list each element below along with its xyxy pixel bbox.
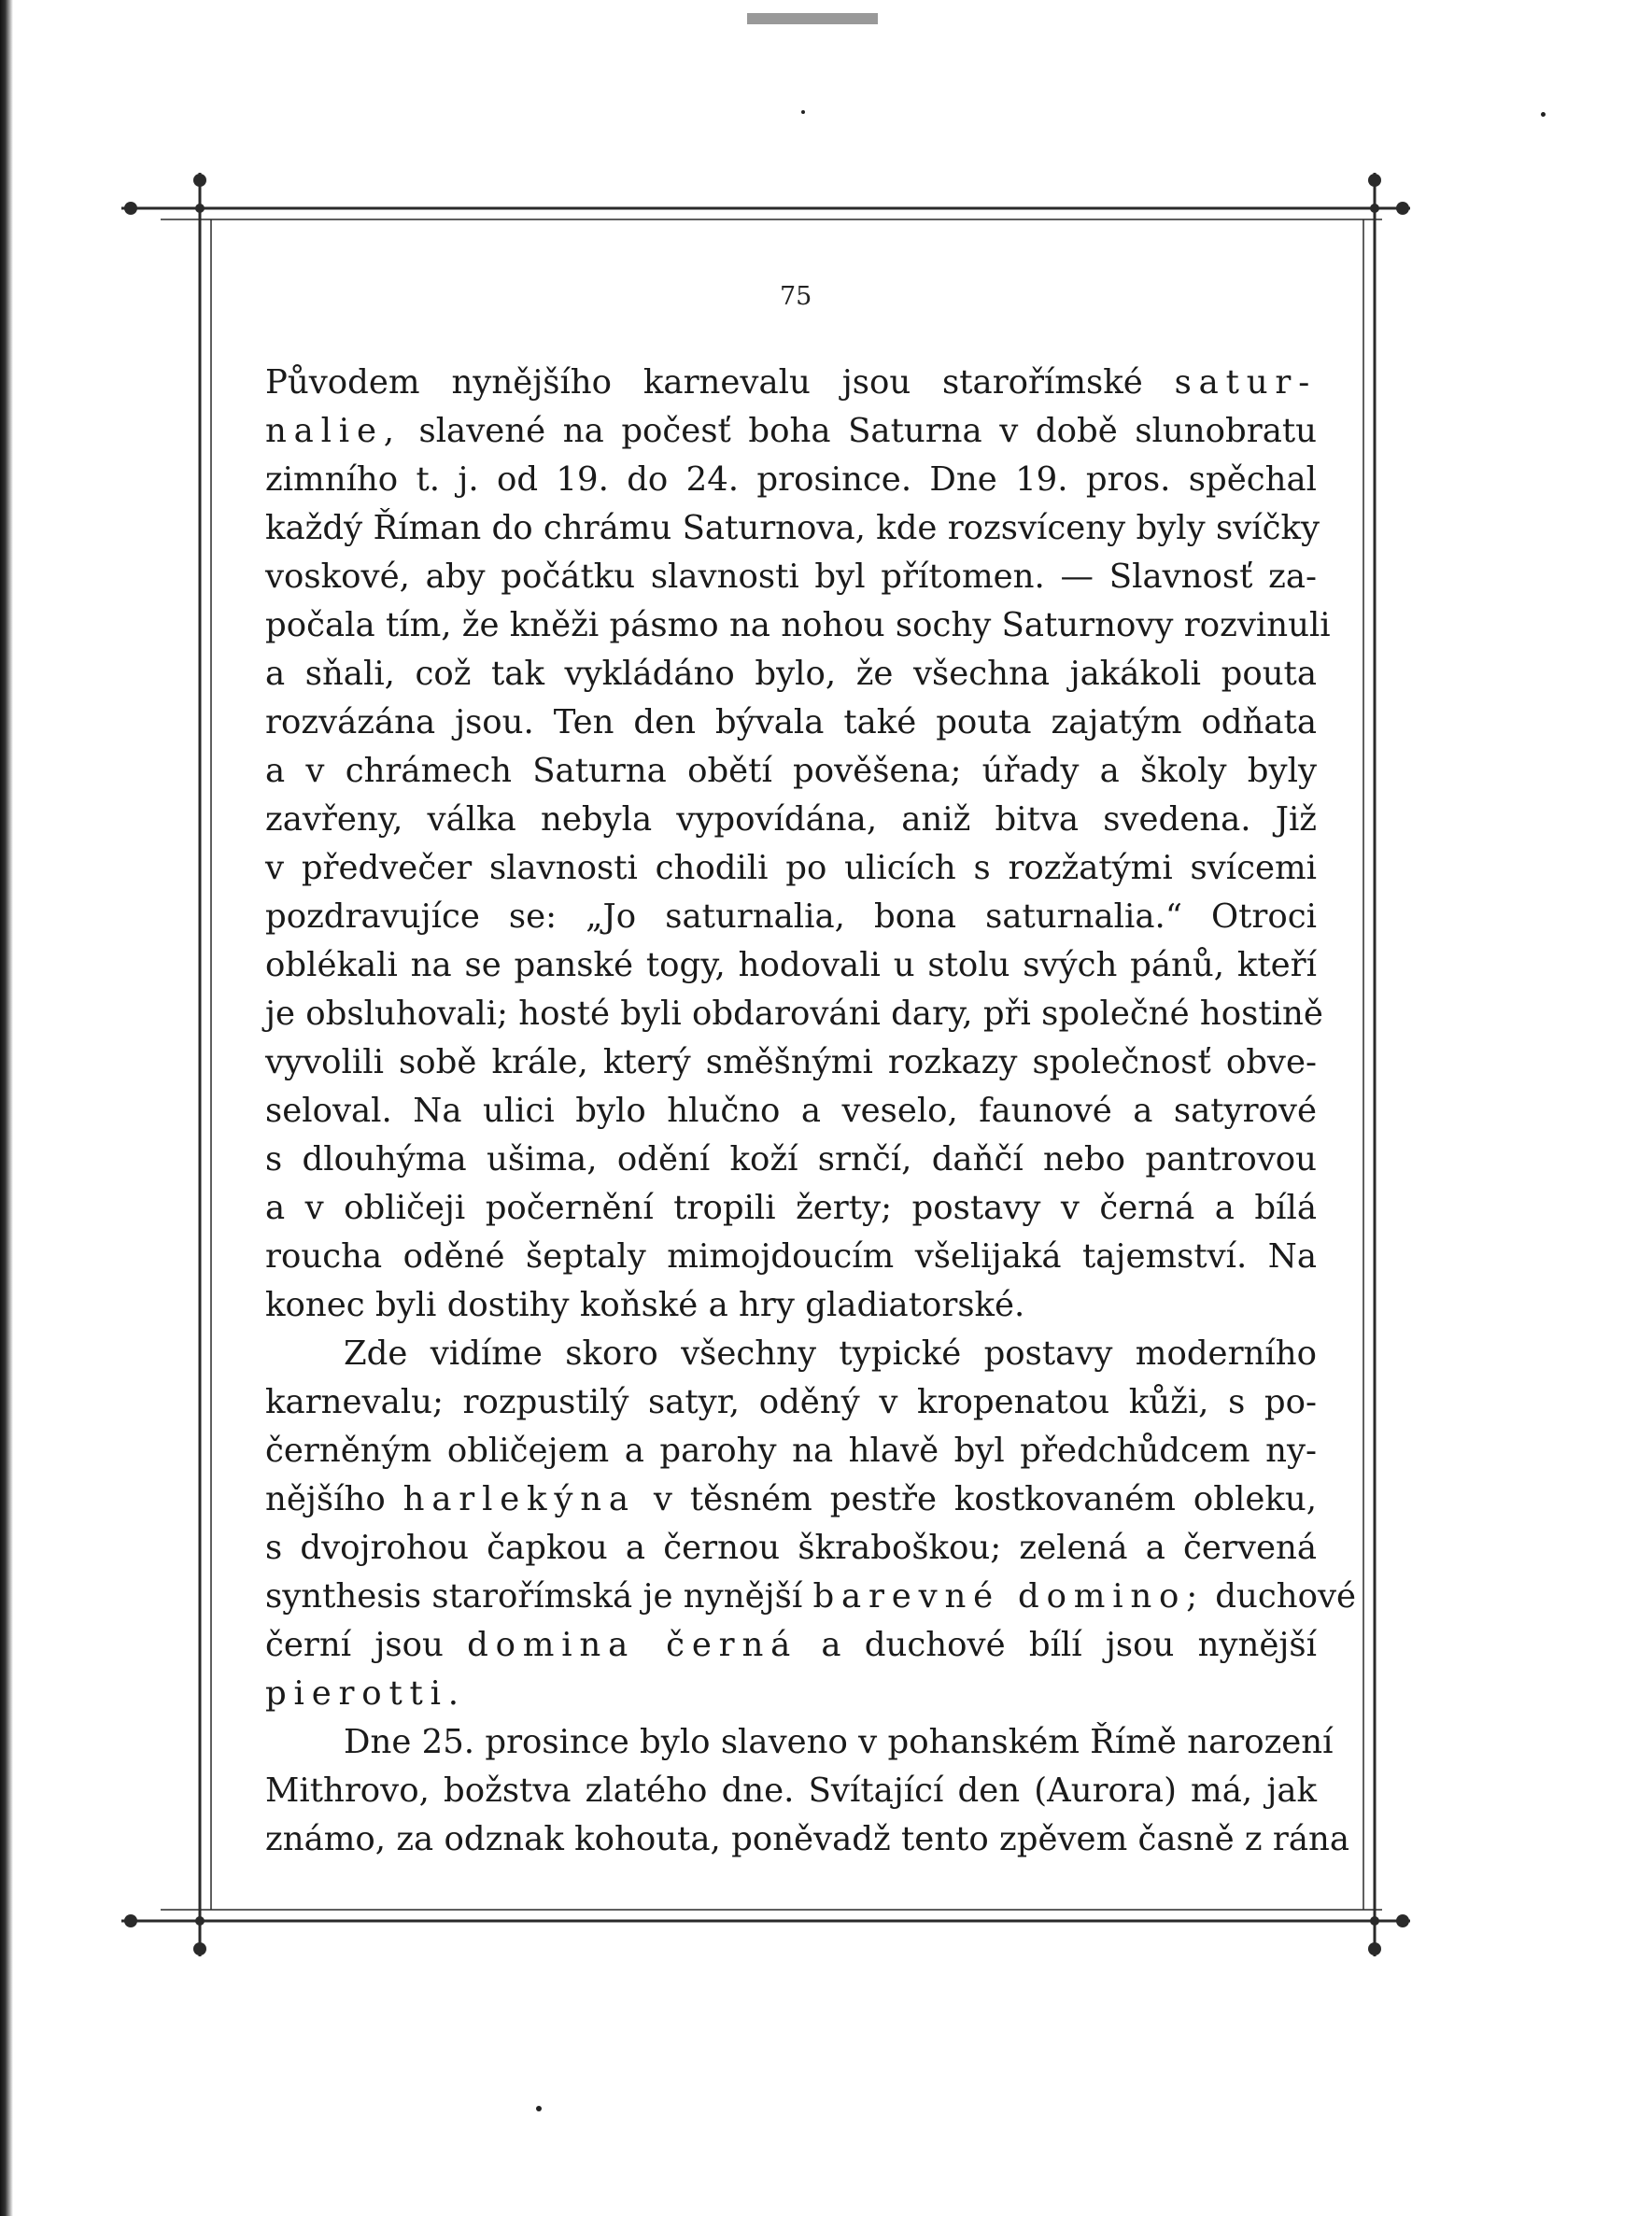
text-segment: vyvolili sobě krále, který směšnými rozkazy společnosť obve- — [265, 1043, 1317, 1081]
text-line — [265, 941, 1317, 990]
text-line — [265, 990, 1323, 1038]
text-segment: seloval. Na ulici bylo hlučno a veselo, faunové a satyrové — [265, 1092, 1317, 1130]
text-segment: voskové, aby počátku slavnosti byl přítomen. — Slavnosť za- — [265, 558, 1317, 596]
text-line — [265, 699, 1317, 747]
text-segment: je obsluhovali; hosté byli obdarováni dary, při společné hostině — [265, 995, 1323, 1033]
text-segment: známo, za odznak kohouta, poněvadž tento zpěvem časně z rána — [265, 1820, 1350, 1858]
emphasized-text: pierotti. — [265, 1674, 466, 1713]
paragraph — [265, 359, 1331, 1330]
text-segment: karnevalu; rozpustilý satyr, oděný v kropenatou kůži, s po- — [265, 1383, 1317, 1421]
text-segment: roucha oděné šeptaly mimojdoucím všelijaká tajemství. Na — [265, 1237, 1317, 1276]
text-line — [265, 844, 1317, 893]
text-segment: zimního t. j. od 19. do 24. prosince. Dne 19. pros. spěchal — [265, 460, 1317, 499]
emphasized-text: harlekýna — [402, 1480, 636, 1518]
text-segment: Mithrovo, božstva zlatého dne. Svítající den (Aurora) má, jak — [265, 1771, 1317, 1810]
text-line — [265, 1670, 1317, 1718]
text-line — [265, 1184, 1317, 1233]
emphasized-text: satur- — [1174, 363, 1317, 402]
text-segment: synthesis starořímská je nynější — [265, 1577, 813, 1616]
text-line — [265, 1087, 1317, 1136]
text-segment: v těsném pestře kostkovaném obleku, — [635, 1480, 1317, 1518]
text-segment: nějšího — [265, 1480, 403, 1518]
text-line — [265, 1815, 1350, 1864]
text-segment: a sňali, což tak vykládáno bylo, že všechna jakákoli pouta — [265, 655, 1317, 693]
text-segment: a duchové bílí jsou nynější — [798, 1626, 1317, 1664]
text-line — [265, 1233, 1317, 1281]
text-segment: počala tím, že kněži pásmo na nohou sochy Saturnovy rozvinuli — [265, 606, 1331, 644]
text-line — [265, 1767, 1317, 1815]
text-segment: konec byli dostihy koňské a hry gladiatorské. — [265, 1286, 1025, 1324]
page-number: 75 — [780, 282, 812, 311]
text-segment: a v chrámech Saturna obětí pověšena; úřady a školy byly — [265, 752, 1317, 790]
text-line — [265, 407, 1317, 456]
text-line — [265, 1378, 1317, 1427]
text-line — [265, 1427, 1317, 1475]
text-line — [265, 1524, 1317, 1573]
text-line — [265, 1718, 1334, 1767]
text-segment: Zde vidíme skoro všechny typické postavy moderního — [344, 1334, 1317, 1373]
text-line — [265, 1573, 1357, 1621]
text-segment: zavřeny, válka nebyla vypovídána, aniž bitva svedena. Již — [265, 800, 1317, 839]
text-line — [265, 456, 1317, 504]
text-line — [265, 1330, 1317, 1378]
text-segment: duchové — [1205, 1577, 1357, 1616]
text-line — [265, 747, 1317, 796]
paragraph — [265, 1330, 1357, 1718]
text-line — [265, 553, 1317, 601]
text-segment: oblékali na se panské togy, hodovali u stolu svých pánů, kteří — [265, 946, 1317, 984]
text-segment: černěným obličejem a parohy na hlavě byl předchůdcem ny- — [265, 1432, 1317, 1470]
scan-speck — [1541, 112, 1546, 117]
text-segment: černí jsou — [265, 1626, 468, 1664]
text-segment: každý Říman do chrámu Saturnova, kde rozsvíceny byly svíčky — [265, 509, 1320, 547]
text-segment: a v obličeji počernění tropili žerty; postavy v černá a bílá — [265, 1189, 1317, 1227]
text-line — [265, 796, 1317, 844]
text-line — [265, 893, 1317, 941]
text-segment: pozdravujíce se: „Jo saturnalia, bona saturnalia.“ Otroci — [265, 897, 1317, 936]
text-line — [265, 1281, 1317, 1330]
text-segment: s dlouhýma ušima, odění koží srnčí, daňčí nebo pantrovou — [265, 1140, 1317, 1179]
paragraph — [265, 1718, 1350, 1864]
emphasized-text: nalie, — [265, 412, 402, 450]
text-line — [265, 601, 1331, 650]
text-line — [265, 1038, 1317, 1087]
scan-speck — [801, 110, 805, 114]
scan-speck — [536, 2106, 542, 2111]
emphasized-text: barevné domino; — [812, 1577, 1206, 1616]
text-segment: s dvojrohou čapkou a černou škraboškou; zelená a červená — [265, 1529, 1317, 1567]
text-segment: Dne 25. prosince bylo slaveno v pohanském Římě narození — [344, 1723, 1334, 1761]
text-line — [265, 504, 1320, 553]
text-line — [265, 359, 1317, 407]
text-segment: Původem nynějšího karnevalu jsou starořímské — [265, 363, 1175, 402]
emphasized-text: domina černá — [467, 1626, 798, 1664]
text-segment: rozvázána jsou. Ten den bývala také pouta zajatým odňata — [265, 703, 1317, 741]
text-segment: v předvečer slavnosti chodili po ulicích s rozžatými svícemi — [265, 849, 1317, 887]
text-line — [265, 1621, 1317, 1670]
text-line — [265, 650, 1317, 699]
text-segment: slavené na počesť boha Saturna v době slunobratu — [401, 412, 1317, 450]
body-text — [265, 359, 1357, 1864]
text-line — [265, 1475, 1317, 1524]
text-line — [265, 1136, 1317, 1184]
